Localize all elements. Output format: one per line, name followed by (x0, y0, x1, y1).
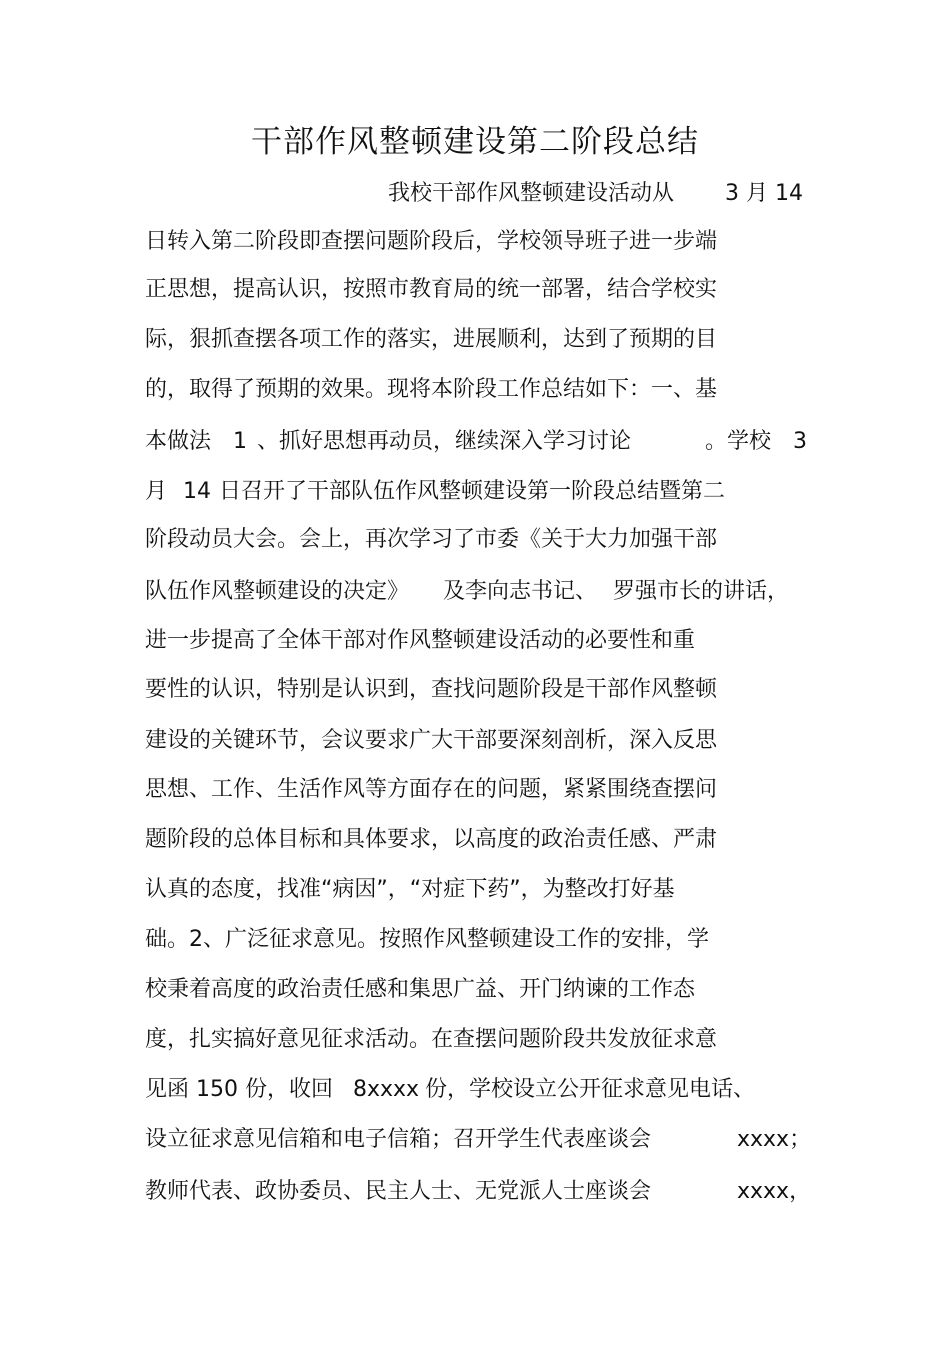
paragraph-line (145, 222, 810, 262)
paragraph-line (145, 270, 810, 310)
paragraph-line (145, 422, 810, 462)
text-segment: 际，狠抓查摆各项工作的落实，进展顺利，达到了预期的目 (145, 327, 718, 352)
text-segment: 建设的关键环节，会议要求广大干部要深刻剖析，深入反思 (145, 728, 718, 753)
paragraph-line (145, 970, 810, 1010)
text-segment: 8xxxx (353, 1077, 420, 1102)
paragraph-line (145, 472, 810, 512)
paragraph-line (145, 670, 810, 710)
text-segment: 3 月 14 (725, 181, 803, 206)
text-segment: 正思想，提高认识，按照市教育局的统一部署，结合学校实 (145, 277, 718, 302)
text-segment: 认真的态度，找准“病因”，“对症下药”，为整改打好基 (145, 877, 675, 902)
text-segment: 校秉着高度的政治责任感和集思广益、开门纳谏的工作态 (145, 977, 696, 1002)
text-segment: 阶段动员大会。会上，再次学习了市委《关于大力加强干部 (145, 527, 718, 552)
text-segment: 日转入第二阶段即查摆问题阶段后，学校领导班子进一步端 (145, 229, 718, 254)
text-segment: 及李向志书记、 (443, 579, 598, 604)
text-segment: 设立征求意见信箱和电子信箱；召开学生代表座谈会 (145, 1127, 652, 1152)
paragraph-line (145, 320, 810, 360)
text-segment: 3 (793, 429, 807, 454)
paragraph-line (145, 370, 810, 410)
paragraph-line (145, 1070, 810, 1110)
paragraph-line (145, 520, 810, 560)
text-segment: 进一步提高了全体干部对作风整顿建设活动的必要性和重 (145, 628, 696, 653)
text-segment: 思想、工作、生活作风等方面存在的问题，紧紧围绕查摆问 (145, 777, 718, 802)
text-segment: 础。2、广泛征求意见。按照作风整顿建设工作的安排，学 (145, 927, 709, 952)
paragraph-line (145, 920, 810, 960)
text-segment: 见函 150 份，收回 (145, 1077, 333, 1102)
text-segment: 的，取得了预期的效果。现将本阶段工作总结如下：一、基 (145, 377, 718, 402)
text-segment: xxxx； (737, 1127, 812, 1152)
document-title: 干部作风整顿建设第二阶段总结 (251, 124, 699, 160)
text-segment: 、抓好思想再动员，继续深入学习讨论 (257, 429, 632, 454)
text-segment: 月 (145, 479, 168, 504)
text-segment: 题阶段的总体目标和具体要求，以高度的政治责任感、严肃 (145, 827, 718, 852)
text-segment: 我校干部作风整顿建设活动从 (388, 181, 675, 206)
text-segment: 度，扎实搞好意见征求活动。在查摆问题阶段共发放征求意 (145, 1027, 718, 1052)
text-segment: 14 (183, 479, 211, 504)
paragraph-line (145, 621, 810, 661)
text-segment: 本做法 (145, 429, 212, 454)
paragraph-line (145, 870, 810, 910)
text-segment: 份，学校设立公开征求意见电话、 (425, 1077, 756, 1102)
text-segment: 1 (233, 429, 247, 454)
text-segment: 。学校 (705, 429, 772, 454)
paragraph-line (145, 770, 810, 810)
paragraph-line (145, 1172, 810, 1212)
paragraph-line (145, 572, 810, 612)
text-segment: 队伍作风整顿建设的决定》 (145, 579, 410, 604)
text-segment: xxxx， (737, 1179, 812, 1204)
text-segment: 日召开了干部队伍作风整顿建设第一阶段总结暨第二 (219, 479, 726, 504)
text-segment: 罗强市长的讲话， (613, 579, 790, 604)
paragraph-line (145, 820, 810, 860)
paragraph-line (145, 1120, 810, 1160)
text-segment: 要性的认识，特别是认识到，查找问题阶段是干部作风整顿 (145, 677, 718, 702)
paragraph-line (145, 1020, 810, 1060)
paragraph-line (145, 174, 810, 214)
text-segment: 教师代表、政协委员、民主人士、无党派人士座谈会 (145, 1179, 652, 1204)
paragraph-line (145, 721, 810, 761)
